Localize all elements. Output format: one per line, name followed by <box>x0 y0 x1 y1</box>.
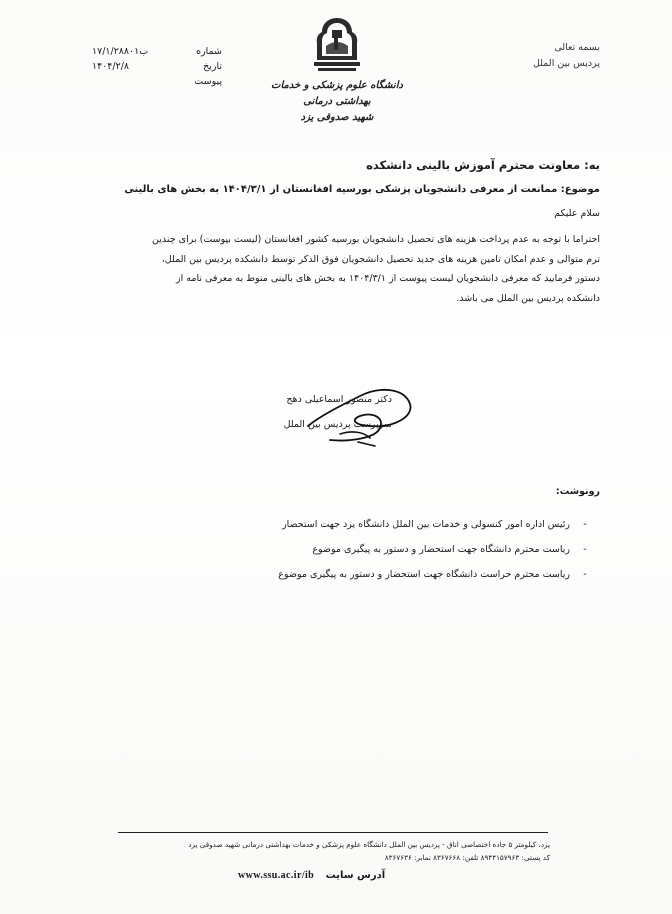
footer-address: یزد، کیلومتر ۵ جاده اختصاصی اناق - پردیس بین الملل دانشگاه علوم پزشکی و خدمات بهداشتی درمانی شهید صدوقی یزد کد پستی: ۸۹۴۴۱۵۷۹۶۳ تلفن: ۸۳۶۷۶۶۸ نمابر: ۸۳۶۷۶۳۶ <box>188 840 550 862</box>
cc-list <box>192 512 592 587</box>
body-line: دانشکده پردیس بین الملل می باشد. <box>456 292 600 304</box>
number-label: شماره <box>196 46 222 57</box>
body-line: ترم متوالی و عدم امکان تامین هزینه های جدید تحصیل دانشجویان فوق الذکر توسط دانشکده پردیس بین الملل، <box>161 253 600 265</box>
addressee: به: معاونت محترم آموزش بالینی دانشکده <box>366 158 600 172</box>
website-url: www.ssu.ac.ir/ib <box>238 870 315 881</box>
letter-date: ۱۴۰۴/۲/۸ <box>92 61 130 72</box>
letter-body <box>66 230 600 308</box>
attachment-label: پیوست <box>194 76 222 87</box>
date-label: تاریخ <box>203 61 222 72</box>
subject: موضوع: ممانعت از معرفی دانشجویان پزشکی بورسیه افغانستان از ۱۴۰۴/۳/۱ به بخش های بالینی <box>124 184 600 195</box>
body-line: احتراما با توجه به عدم پرداخت هزینه های تحصیل دانشجویان بورسیه کشور افغانستان (لیست بپوست) برای چندین <box>152 234 600 245</box>
footer-divider <box>118 832 548 833</box>
university-emblem-icon <box>310 16 364 74</box>
handwritten-signature <box>300 376 420 456</box>
university-logo <box>262 16 412 126</box>
header-right <box>490 40 600 72</box>
campus-name: پردیس بین الملل <box>532 58 600 69</box>
number-row <box>92 44 222 59</box>
signatory-title: سرپرست پردیس بین الملل <box>283 419 392 430</box>
footer-website <box>238 870 478 881</box>
cc-label: رونوشت: <box>555 486 600 497</box>
letter-number: ۱۷/۱/۲۸۸۰۱ب <box>92 46 149 57</box>
body-line: دستور فرمایید که معرفی دانشجویان لیست پیوست از ۱۴۰۴/۳/۱ به بخش های بالینی منوط به معرفی نامه از <box>176 273 600 284</box>
attachment-row <box>92 74 222 89</box>
cc-item: - ریاست محترم دانشگاه جهت استحضار و دستور به پیگیری موضوع <box>312 544 587 555</box>
header-meta <box>92 44 222 89</box>
date-row <box>92 59 222 74</box>
logo-caption: دانشگاه علوم پزشکی و خدمات بهداشتی درمانی شهید صدوقی یزد <box>271 80 403 123</box>
signatory-name: دکتر منصور اسماعیلی دهج <box>286 394 392 405</box>
bismillah: بسمه تعالی <box>554 42 600 53</box>
cc-item: - ریاست محترم حراست دانشگاه جهت استحضار و دستور به پیگیری موضوع <box>278 569 587 580</box>
website-label: آدرس سایت <box>325 870 386 881</box>
cc-item: - رئیس اداره امور کنسولی و خدمات بین الملل دانشگاه یزد جهت استحضار <box>282 519 587 530</box>
greeting: سلام علیکم <box>554 208 600 219</box>
